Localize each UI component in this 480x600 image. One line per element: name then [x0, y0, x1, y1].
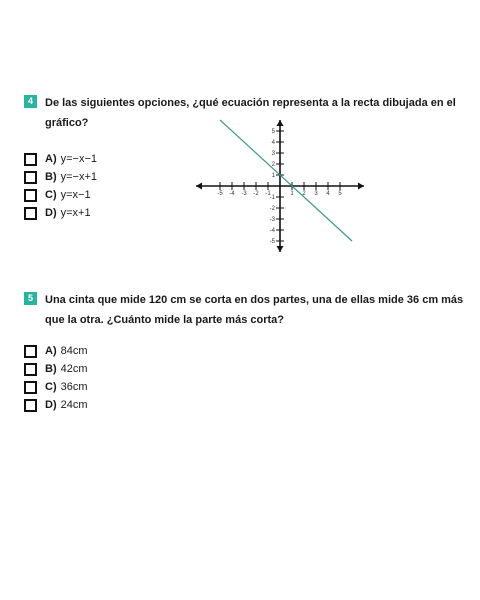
y-tick-label: -5: [269, 239, 275, 245]
y-tick-label: -3: [269, 217, 275, 223]
checkbox[interactable]: [24, 207, 37, 220]
option-letter: B): [45, 363, 57, 375]
x-axis-arrow-right: [358, 183, 364, 190]
x-tick-label: -3: [241, 191, 247, 197]
series: [220, 120, 352, 241]
question-number-badge: 5: [24, 292, 37, 305]
option-text: y=x−1: [60, 189, 91, 201]
option-a[interactable]: [24, 150, 97, 168]
y-tick-label: 1: [271, 173, 275, 179]
x-tick-label: -5: [217, 191, 223, 197]
option-text: 42cm: [60, 363, 88, 375]
option-d[interactable]: [24, 396, 88, 414]
y-axis-arrow-down: [277, 246, 284, 252]
option-letter: D): [45, 207, 57, 219]
option-text: y=−x+1: [60, 171, 97, 183]
option-text: y=−x−1: [60, 153, 97, 165]
option-letter: C): [45, 381, 57, 393]
option-c[interactable]: [24, 186, 97, 204]
answer-options: [24, 150, 97, 222]
checkbox[interactable]: [24, 153, 37, 166]
option-d[interactable]: [24, 204, 97, 222]
checkbox[interactable]: [24, 381, 37, 394]
question-number-badge: 4: [24, 95, 37, 108]
question-text: De las siguientes opciones, ¿qué ecuación representa a la recta dibujada en el gráfico?: [45, 97, 456, 129]
x-tick-label: 5: [338, 191, 342, 197]
option-letter: D): [45, 399, 57, 411]
checkbox[interactable]: [24, 363, 37, 376]
option-letter: A): [45, 153, 57, 165]
line-graph: [190, 118, 370, 262]
axes: [196, 120, 364, 252]
x-tick-label: 1: [290, 191, 294, 197]
answer-options: [24, 342, 88, 414]
option-a[interactable]: [24, 342, 88, 360]
y-tick-label: 2: [271, 162, 275, 168]
y-tick-label: 3: [271, 151, 275, 157]
y-tick-label: -1: [269, 195, 275, 201]
y-tick-label: 5: [271, 129, 275, 135]
x-tick-label: 2: [302, 191, 306, 197]
x-tick-label: -2: [253, 191, 259, 197]
y-axis-arrow-up: [277, 120, 284, 126]
checkbox[interactable]: [24, 189, 37, 202]
checkbox[interactable]: [24, 399, 37, 412]
y-tick-label: -2: [269, 206, 275, 212]
option-letter: C): [45, 189, 57, 201]
x-axis-arrow-left: [196, 183, 202, 190]
x-tick-label: -4: [229, 191, 235, 197]
option-letter: A): [45, 345, 57, 357]
x-tick-label: -1: [265, 191, 271, 197]
series-line: [220, 120, 352, 241]
option-text: 84cm: [60, 345, 88, 357]
option-text: 24cm: [60, 399, 88, 411]
checkbox[interactable]: [24, 171, 37, 184]
option-letter: B): [45, 171, 57, 183]
y-tick-label: -4: [269, 228, 275, 234]
option-text: 36cm: [60, 381, 88, 393]
y-tick-label: 4: [271, 140, 275, 146]
option-b[interactable]: [24, 168, 97, 186]
x-tick-label: 4: [326, 191, 330, 197]
question-text: Una cinta que mide 120 cm se corta en dos partes, una de ellas mide 36 cm más que la otra. ¿Cuánto mide la parte más corta?: [45, 294, 464, 326]
checkbox[interactable]: [24, 345, 37, 358]
option-b[interactable]: [24, 360, 88, 378]
option-text: y=x+1: [60, 207, 91, 219]
x-tick-label: 3: [314, 191, 318, 197]
option-c[interactable]: [24, 378, 88, 396]
